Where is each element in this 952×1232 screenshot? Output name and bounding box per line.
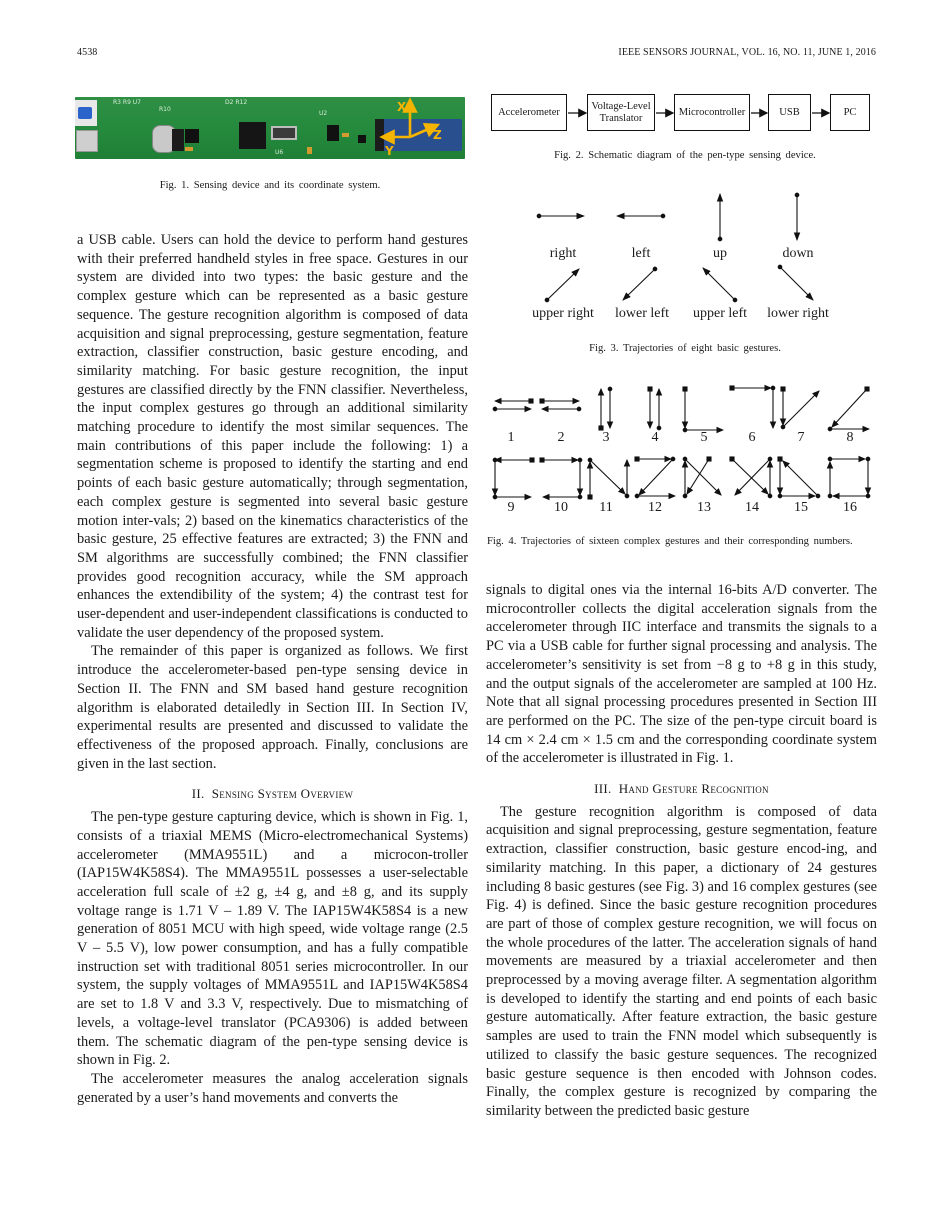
block-usb: USB <box>768 94 811 131</box>
gesture-label-lower-left: lower left <box>614 306 670 321</box>
fig4-number: 16 <box>843 500 857 515</box>
fig4-number: 5 <box>700 430 708 445</box>
fig4-number: 13 <box>697 500 711 515</box>
svg-text:Z: Z <box>433 128 442 142</box>
fig4-number: 6 <box>748 430 756 445</box>
page-number: 4538 <box>77 47 98 58</box>
fig4-number: 1 <box>507 430 515 445</box>
right-column <box>486 581 877 1121</box>
fig4-number: 3 <box>602 430 610 445</box>
section-number: III. <box>594 781 612 797</box>
fig2-caption: Fig. 2. Schematic diagram of the pen-type sensing device. <box>554 150 816 161</box>
block-microcontroller: Microcontroller <box>674 94 750 131</box>
fig4-caption: Fig. 4. Trajectories of sixteen complex gestures and their corresponding numbers. <box>487 536 853 547</box>
section-heading-iii <box>486 780 877 799</box>
fig4-number: 7 <box>797 430 805 445</box>
fig1-pcb-photo: X Y Z R3 R9 U7 R10 D2 R12 U2 U6 <box>75 97 465 159</box>
paragraph-accelerometer-measures: The accelerometer measures the analog acceleration signals generated by a user’s hand movements and converts the <box>77 1070 468 1106</box>
gesture-label-lower-right: lower right <box>767 306 829 321</box>
svg-text:Y: Y <box>385 144 394 158</box>
gesture-label-upper-right: upper right <box>532 306 594 321</box>
fig4-number: 2 <box>557 430 565 445</box>
gesture-label-down: down <box>782 246 814 261</box>
fig4-number: 10 <box>554 500 568 515</box>
coordinate-axes-icon <box>375 97 465 159</box>
fig2-arrows <box>485 90 885 135</box>
fig4-number: 11 <box>599 500 613 515</box>
paragraph-intro-contributions: a USB cable. Users can hold the device to perform hand gestures with their preferred handheld styles in free space. Gestures in our system are divided into two types: the basic gesture and the complex gesture which can be represented as a basic gesture sequence. The gesture recognition algorithm is composed of data acquisition and signal preprocessing, gesture segmentation, feature extraction, classifier construction, basic gesture encoding, and similarity matching. For basic gesture recognition, the input gestures are classified directly by the FNN classifier. Nevertheless, the input complex gestures go through an additional similarity matching procedure to identify the most similar sequences. The main contributions of this paper include the following: 1) a segmentation scheme is proposed to identify the starting and end points of each basic gesture automatically; through segmentation, each complex gesture is segmented into several basic gesture motion inter-vals; 2) based on the kinematics characteristics of the basic gesture, 25 effective features are extracted; 3) the FNN and SM algorithms are successfully combined; the FNN classifier provides good recognition accuracy, while the SM approach enhances the extendibility of the system; 4) the contrast test for user-dependent and user-independent classifications is conducted to validate the user dependency of the proposed system. <box>77 232 468 641</box>
block-voltage-level-translator: Voltage-Level Translator <box>587 94 655 131</box>
gesture-label-left: left <box>631 246 651 261</box>
fig4-number: 12 <box>648 500 662 515</box>
section-title: Hand Gesture Recognition <box>618 781 769 797</box>
journal-running-header: IEEE SENSORS JOURNAL, VOL. 16, NO. 11, JUNE 1, 2016 <box>618 47 876 58</box>
fig4-number: 8 <box>846 430 854 445</box>
paragraph-signal-conversion: signals to digital ones via the internal 16-bits A/D converter. The microcontroller collects the digital acceleration signals from the accelerometer through IIC interface and transmits the signals to a PC via a USB cable for further signal processing and analysis. The accelerometer’s sensitivity is set from −8 g to +8 g in this study, and the output signals of the accelerometer are sampled at 100 Hz. Note that all signal processing procedures presented in Section III are performed on the PC. The size of the pen-type circuit board is 14 cm × 2.4 cm × 1.5 cm and the corresponding coordinate system of the accelerometer is illustrated in Fig. 1. <box>486 582 877 767</box>
section-number: II. <box>191 786 205 802</box>
paragraph-organization: The remainder of this paper is organized as follows. We first introduce the accelerometer-based pen-type sensing device in Section II. The FNN and SM based hand gesture recognition algorithm is elaborated detailedly in Section III. In Section IV, experimental results are presented and discussed to validate the effectiveness of the proposed approach. Finally, conclusions are given in the last section. <box>77 643 468 772</box>
fig1-caption: Fig. 1. Sensing device and its coordinate system. <box>159 180 381 191</box>
left-column <box>77 231 468 1107</box>
svg-text:X: X <box>397 100 407 114</box>
fig3-caption: Fig. 3. Trajectories of eight basic gestures. <box>589 343 781 354</box>
fig4-number: 4 <box>651 430 659 445</box>
section-heading-ii <box>77 785 468 804</box>
section-title: Sensing System Overview <box>211 786 354 802</box>
gesture-label-upper-left: upper left <box>692 306 748 321</box>
paragraph-recognition-algorithm: The gesture recognition algorithm is composed of data acquisition and signal preprocessing, gesture segmentation, feature extraction, classifier construction, basic gesture encod-ing, and similarity matching. In this paper, a dictionary of 24 gestures including 8 basic gestures (see Fig. 3) and 16 complex gestures (see Fig. 4) is defined. Since the basic gesture recognition procedures are part of those of complex gesture recognition, we will focus on the whole procedures of the latter. The acceleration signals of hand movements are measured by a triaxial accelerometer and then preprocessed by a moving average filter. A segmentation algorithm is developed to identify the starting and end points of each basic gesture automatically. After feature extraction, the basic gesture samples are used to train the FNN model which subsequently is utilized to classify the basic gesture sequences. The recognized basic gesture sequence is then encoded with Johnson codes. Finally, the complex gesture is recognized by comparing the similarity between the predicted basic gesture <box>486 803 877 1119</box>
fig4-number: 15 <box>794 500 808 515</box>
block-pc: PC <box>830 94 870 131</box>
paragraph-sensing-device: The pen-type gesture capturing device, which is shown in Fig. 1, consists of a triaxial MEMS (Micro-electromechanical Systems) accelerometer (MMA9551L) and a microcon-troller (IAP15W4K58S4). The MMA9551L possesses a user-selectable acceleration full scale of ±2 g, ±4 g, and ±8 g, and its supply voltage range is 1.71 V – 1.89 V. The IAP15W4K58S4 is a new generation of 8051 MCU with high speed, wide voltage range (2.5 V – 5.5 V), low power consumption, and has a fully compatible instruction set with traditional 8051 series microcontroller. In our system, the supply voltages of MMA9551L and IAP15W4K58S4 are set to 1.8 V and 3.3 V, respectively. Due to mismatching of levels, a voltage-level translator (PCA9306) is added between them. The schematic diagram of the pen-type sensing device is shown in Fig. 2. <box>77 809 468 1069</box>
fig4-number: 14 <box>745 500 759 515</box>
fig4-number: 9 <box>507 500 515 515</box>
gesture-label-up: up <box>713 246 727 261</box>
block-accelerometer: Accelerometer <box>491 94 567 131</box>
gesture-label-right: right <box>549 246 577 261</box>
